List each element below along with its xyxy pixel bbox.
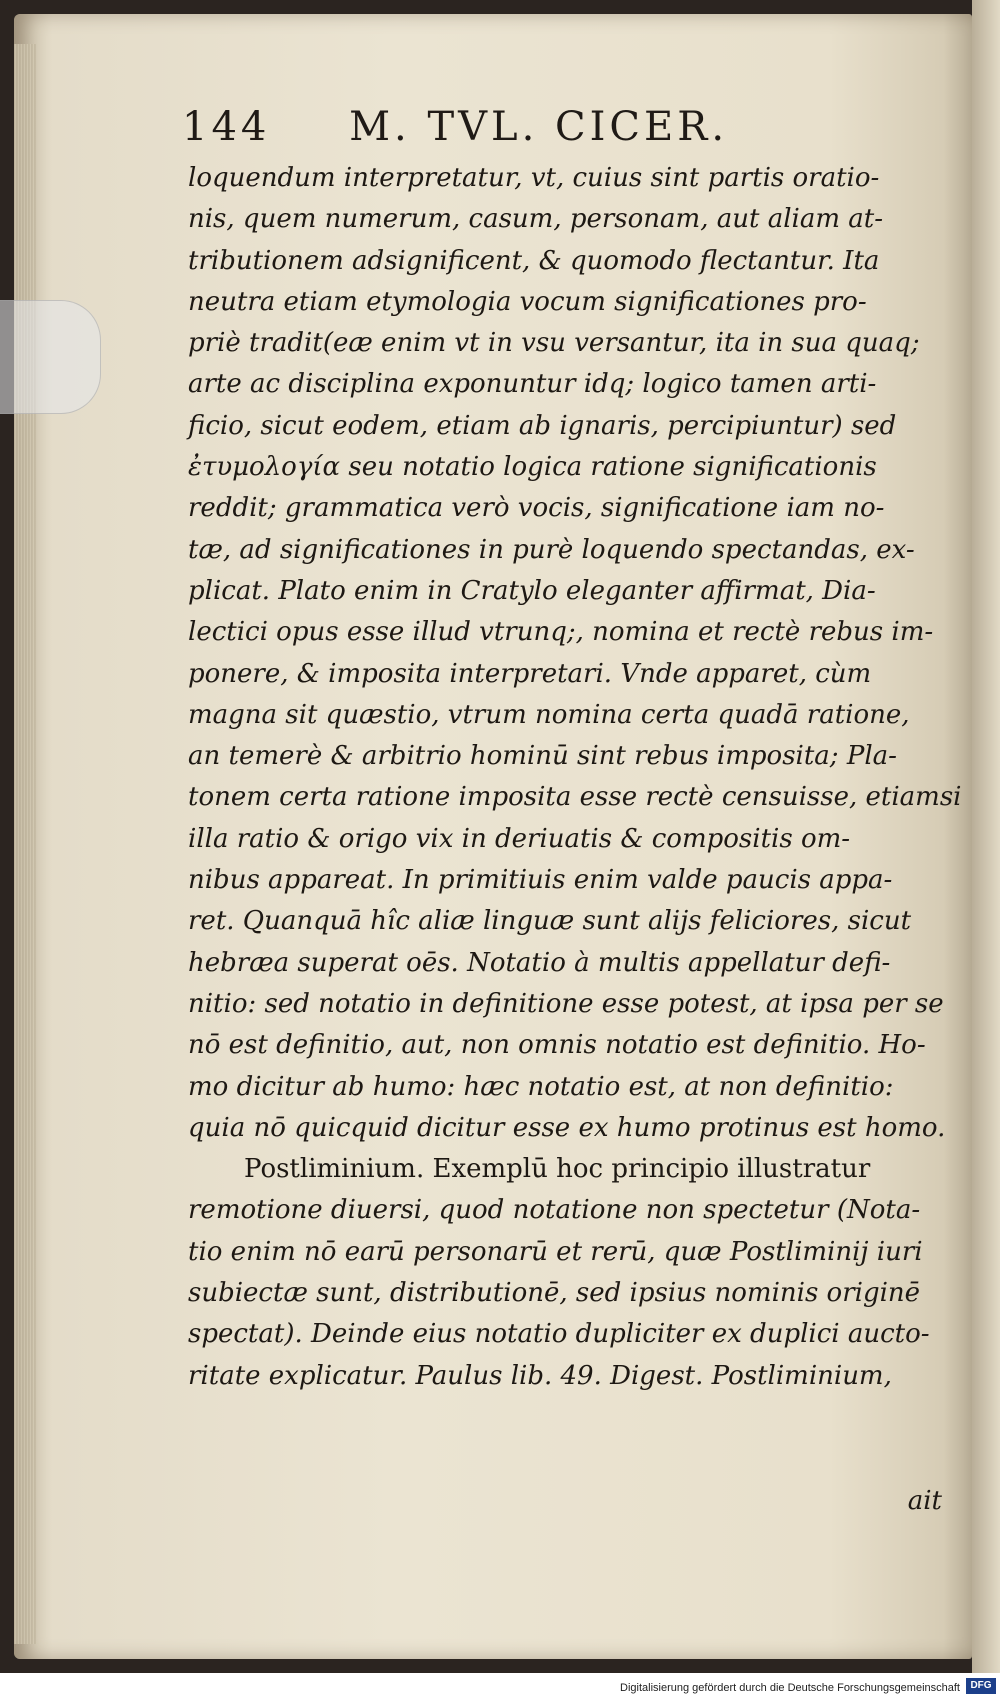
text-line: tonem certa ratione imposita esse rectè censuisse, etiamsi [188, 782, 962, 813]
text-line: magna sit quæstio, vtrum nomina certa quadā ratione, [188, 699, 910, 730]
text-line: mo dicitur ab humo: hæc notatio est, at non definitio: [188, 1071, 894, 1102]
text-line: nibus appareat. In primitiuis enim valde paucis appa- [188, 865, 893, 896]
text-line: ritate explicatur. Paulus lib. 49. Digest. Postliminium, [188, 1360, 892, 1391]
text-line: priè tradit(eæ enim vt in vsu versantur, ita in sua quaq; [188, 328, 920, 359]
page-edges [14, 44, 36, 1644]
text-line: reddit; grammatica verò vocis, significatione iam no- [188, 493, 885, 524]
text-line: nō est definitio, aut, non omnis notatio est definitio. Ho- [188, 1030, 926, 1061]
text-line: nitio: sed notatio in definitione esse potest, at ipsa per se [188, 988, 944, 1019]
text-line: neutra etiam etymologia vocum significationes pro- [188, 286, 867, 317]
page-number: 144 [182, 104, 271, 150]
text-line: arte ac disciplina exponuntur idq; logico tamen arti- [188, 369, 877, 400]
text-line: tæ, ad significationes in purè loquendo spectandas, ex- [188, 534, 915, 565]
text-line: tio enim nō earū personarū et rerū, quæ Postliminij iuri [188, 1236, 923, 1267]
running-title: M. TVL. CICER. [349, 104, 729, 150]
footer-bar [0, 1673, 1000, 1697]
running-header [182, 104, 822, 156]
text-line: Postliminium. Exemplū hoc principio illustratur [244, 1154, 871, 1185]
text-line: spectat). Deinde eius notatio dupliciter ex duplici aucto- [188, 1319, 930, 1350]
facing-page-edge [972, 0, 1000, 1697]
text-line: nis, quem numerum, casum, personam, aut aliam at- [188, 204, 883, 235]
text-line: an temerè & arbitrio hominū sint rebus imposita; Pla- [188, 741, 897, 772]
page-clip [0, 300, 101, 414]
body-text [188, 158, 962, 1397]
text-line: ἐτυμολογία seu notatio logica ratione significationis [188, 452, 877, 483]
text-line: tributionem adsignificent, & quomodo flectantur. Ita [188, 245, 880, 276]
text-line: illa ratio & origo vix in deriuatis & compositis om- [188, 823, 851, 854]
text-line: subiectæ sunt, distributionē, sed ipsius nominis originē [188, 1278, 921, 1309]
text-line: ret. Quanquā hîc aliæ linguæ sunt alijs feliciores, sicut [188, 906, 912, 937]
text-line: quia nō quicquid dicitur esse ex humo protinus est homo. [188, 1112, 946, 1143]
footer-credit: Digitalisierung gefördert durch die Deutsche Forschungsgemeinschaft [620, 1682, 960, 1694]
text-line: ponere, & imposita interpretari. Vnde apparet, cùm [188, 658, 872, 689]
text-line: lectici opus esse illud vtrunq;, nomina et rectè rebus im- [188, 617, 934, 648]
text-line: plicat. Plato enim in Cratylo eleganter affirmat, Dia- [188, 575, 876, 606]
text-line: remotione diuersi, quod notatione non spectetur (Nota- [188, 1195, 921, 1226]
dfg-logo: DFG [966, 1678, 996, 1694]
catchword: ait [907, 1486, 942, 1516]
text-line: ficio, sicut eodem, etiam ab ignaris, percipiuntur) sed [188, 410, 897, 441]
text-line: loquendum interpretatur, vt, cuius sint partis oratio- [188, 163, 880, 193]
text-line: hebræa superat oēs. Notatio à multis appellatur defi- [188, 947, 891, 978]
